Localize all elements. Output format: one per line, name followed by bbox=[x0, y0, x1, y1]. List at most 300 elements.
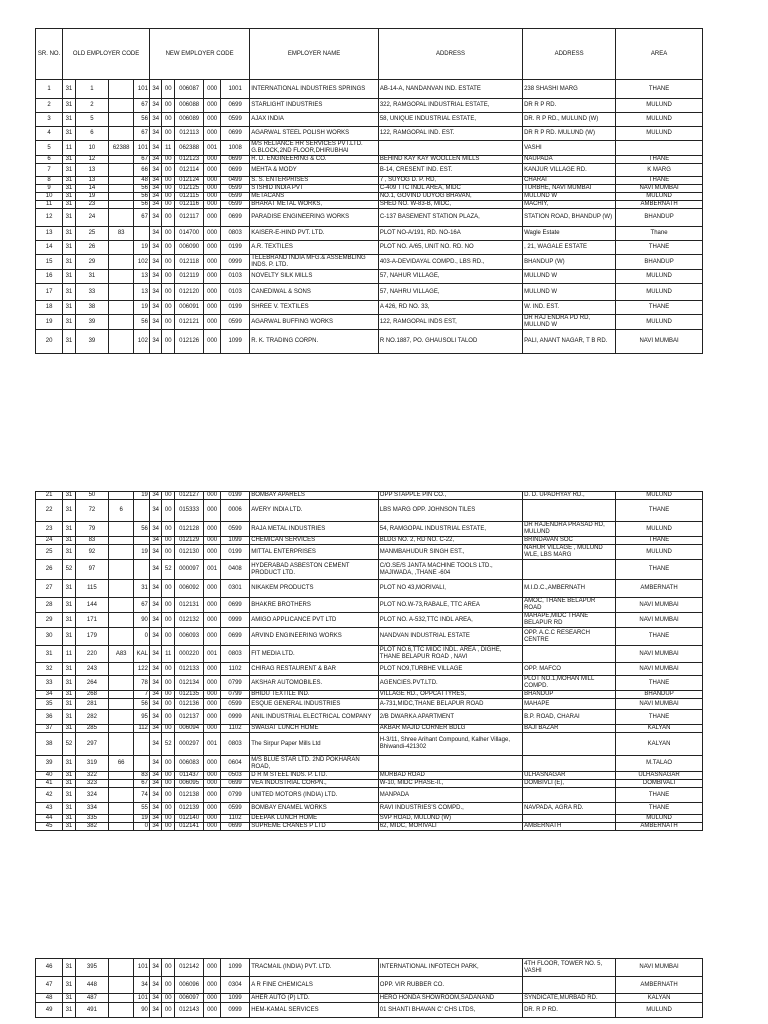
cell-old-group: 13 bbox=[134, 284, 150, 301]
cell-old-code: 1 bbox=[75, 80, 108, 99]
cell-employer-name: DEEPAK LUNCH HOME bbox=[250, 815, 379, 823]
cell-sr-no: 32 bbox=[36, 663, 63, 676]
cell-new-category: 0301 bbox=[220, 580, 249, 598]
cell-area: THANE bbox=[616, 676, 703, 691]
cell-address: AB-14-A, NANDANVAN IND. ESTATE bbox=[378, 80, 522, 99]
cell-old-code: 5 bbox=[75, 113, 108, 127]
cell-area: MULUND bbox=[616, 492, 703, 500]
cell-old-prefix: 31 bbox=[63, 185, 76, 193]
table-row bbox=[36, 803, 703, 815]
cell-sr-no: 9 bbox=[36, 185, 63, 193]
cell-employer-name: NIKAKEM PRODUCTS bbox=[250, 580, 379, 598]
cell-new-code: 006093 bbox=[174, 628, 203, 646]
cell-area: THANE bbox=[616, 177, 703, 185]
cell-employer-name: AKSHAR AUTOMOBILES. bbox=[250, 676, 379, 691]
cell-old-group: 19 bbox=[134, 492, 150, 500]
cell-old-extra bbox=[109, 156, 134, 164]
cell-new-suffix: 000 bbox=[204, 725, 221, 733]
cell-new-suffix: 000 bbox=[204, 113, 221, 127]
cell-new-sub: 00 bbox=[162, 710, 175, 725]
header-address-2: ADDRESS bbox=[523, 29, 616, 80]
cell-new-sub: 00 bbox=[162, 156, 175, 164]
cell-sr-no: 48 bbox=[36, 994, 63, 1003]
cell-new-sub: 11 bbox=[162, 646, 175, 663]
cell-new-sub: 00 bbox=[162, 545, 175, 560]
cell-area: NAVI MUMBAI bbox=[616, 959, 703, 977]
cell-new-category: 0999 bbox=[220, 613, 249, 628]
cell-new-sub: 00 bbox=[162, 977, 175, 994]
cell-new-region: 34 bbox=[149, 580, 162, 598]
cell-area: MULUND bbox=[616, 113, 703, 127]
cell-new-category: 0699 bbox=[220, 598, 249, 613]
cell-new-region: 34 bbox=[149, 209, 162, 227]
cell-old-code: 26 bbox=[75, 241, 108, 255]
cell-new-suffix: 000 bbox=[204, 537, 221, 545]
cell-area: NAVI MUMBAI bbox=[616, 699, 703, 710]
cell-new-region: 34 bbox=[149, 613, 162, 628]
cell-area bbox=[616, 141, 703, 156]
cell-old-code: 382 bbox=[75, 823, 108, 831]
table-row bbox=[36, 725, 703, 733]
cell-new-code: 006083 bbox=[174, 756, 203, 772]
cell-new-suffix: 000 bbox=[204, 780, 221, 788]
cell-old-extra bbox=[109, 710, 134, 725]
cell-sr-no: 26 bbox=[36, 560, 63, 580]
cell-sr-no: 34 bbox=[36, 691, 63, 699]
cell-new-code: 062388 bbox=[175, 141, 204, 156]
cell-old-code: 179 bbox=[75, 628, 108, 646]
cell-new-category: 0799 bbox=[220, 691, 249, 699]
cell-old-extra bbox=[109, 815, 134, 823]
cell-employer-name: ESQUE GENERAL INDUSTRIES bbox=[250, 699, 379, 710]
cell-employer-name: NOVELTY SILK MILLS bbox=[250, 270, 379, 284]
cell-address-2: PLOT NO.1,MOHAN MILL COMPD. bbox=[523, 676, 616, 691]
cell-old-prefix: 31 bbox=[63, 994, 76, 1003]
cell-sr-no: 14 bbox=[36, 241, 63, 255]
cell-new-suffix: 000 bbox=[204, 330, 221, 354]
cell-new-code: 012116 bbox=[175, 201, 204, 209]
cell-old-prefix: 31 bbox=[63, 537, 76, 545]
cell-old-prefix: 31 bbox=[63, 500, 76, 522]
cell-address-2: M.I.D.C.,AMBERNATH bbox=[523, 580, 616, 598]
cell-old-code: 324 bbox=[75, 788, 108, 803]
cell-old-code: 491 bbox=[75, 1003, 108, 1018]
cell-address: 58, UNIQUE INDUSTRIAL ESTATE, bbox=[378, 113, 522, 127]
cell-new-code: 014700 bbox=[175, 227, 204, 241]
cell-old-extra bbox=[109, 725, 134, 733]
cell-old-code: 13 bbox=[75, 164, 108, 177]
cell-old-group: 31 bbox=[134, 580, 150, 598]
cell-old-code: 13 bbox=[75, 177, 108, 185]
cell-old-code: 12 bbox=[75, 156, 108, 164]
cell-old-extra bbox=[109, 492, 134, 500]
cell-old-prefix: 31 bbox=[63, 209, 76, 227]
cell-area: THANE bbox=[616, 241, 703, 255]
table-row bbox=[36, 560, 703, 580]
cell-employer-name: CANEDIWAL & SONS bbox=[250, 284, 379, 301]
cell-new-suffix: 001 bbox=[204, 560, 221, 580]
table-row bbox=[36, 113, 703, 127]
cell-sr-no: 31 bbox=[36, 646, 63, 663]
cell-old-code: 264 bbox=[75, 676, 108, 691]
cell-address-2: BHANDUP bbox=[523, 691, 616, 699]
cell-sr-no: 1 bbox=[36, 80, 63, 99]
cell-old-group: 95 bbox=[134, 710, 150, 725]
cell-employer-name: BOMBAY APARELS bbox=[250, 492, 379, 500]
cell-new-category: 0699 bbox=[220, 156, 249, 164]
cell-new-suffix: 000 bbox=[204, 227, 221, 241]
table-row bbox=[36, 598, 703, 613]
cell-old-extra bbox=[109, 522, 134, 537]
cell-new-sub: 00 bbox=[162, 598, 175, 613]
cell-address: 122, RAMGOPAL IND. EST. bbox=[378, 127, 522, 141]
cell-area: MULUND bbox=[616, 315, 703, 330]
cell-old-extra bbox=[109, 780, 134, 788]
cell-sr-no: 38 bbox=[36, 733, 63, 756]
cell-area: THANE bbox=[616, 788, 703, 803]
cell-old-extra bbox=[109, 699, 134, 710]
cell-new-sub: 00 bbox=[162, 201, 175, 209]
cell-sr-no: 21 bbox=[36, 492, 63, 500]
cell-area: DOMBIVALI bbox=[616, 780, 703, 788]
cell-old-code: 29 bbox=[75, 255, 108, 270]
cell-area: MULUND bbox=[616, 1003, 703, 1018]
cell-old-group: 56 bbox=[134, 113, 150, 127]
cell-old-group: 102 bbox=[134, 330, 150, 354]
cell-address-2: DR. R P RD. bbox=[523, 1003, 616, 1018]
cell-new-category: 0599 bbox=[220, 193, 249, 201]
table-row bbox=[36, 270, 703, 284]
cell-employer-name: BHARAT METAL WORKS, bbox=[250, 201, 379, 209]
cell-new-suffix: 000 bbox=[204, 676, 221, 691]
cell-address-2: NAHUR VILLAGE , MULUND WLE, LBS MARG bbox=[523, 545, 616, 560]
cell-old-prefix: 31 bbox=[63, 330, 76, 354]
cell-old-code: 39 bbox=[75, 315, 108, 330]
table-row bbox=[36, 185, 703, 193]
cell-employer-name: INTERNATIONAL INDUSTRIES SPRINGS bbox=[250, 80, 379, 99]
cell-old-code: 268 bbox=[75, 691, 108, 699]
cell-old-code: 281 bbox=[75, 699, 108, 710]
cell-sr-no: 25 bbox=[36, 545, 63, 560]
table-row bbox=[36, 209, 703, 227]
cell-old-group: 19 bbox=[134, 545, 150, 560]
cell-old-prefix: 31 bbox=[63, 301, 76, 315]
cell-old-extra: 62388 bbox=[109, 141, 134, 156]
cell-new-region: 34 bbox=[149, 676, 162, 691]
cell-address-2: NAVPADA, AGRA RD. bbox=[523, 803, 616, 815]
cell-new-region: 34 bbox=[149, 780, 162, 788]
cell-address: AGENCIES.PVT.LTD. bbox=[378, 676, 522, 691]
cell-old-prefix: 31 bbox=[63, 255, 76, 270]
cell-sr-no: 33 bbox=[36, 676, 63, 691]
cell-employer-name: SWAGAT LUNCH HOME bbox=[250, 725, 379, 733]
cell-employer-name: M/S BLUE STAR LTD. 2ND POKHARAN ROAD, bbox=[250, 756, 379, 772]
cell-new-sub: 52 bbox=[162, 560, 175, 580]
cell-area: KALYAN bbox=[616, 725, 703, 733]
cell-old-group: 78 bbox=[134, 676, 150, 691]
cell-new-suffix: 000 bbox=[204, 177, 221, 185]
cell-sr-no: 12 bbox=[36, 209, 63, 227]
cell-old-code: 115 bbox=[75, 580, 108, 598]
cell-old-prefix: 31 bbox=[63, 315, 76, 330]
cell-area: Thane bbox=[616, 227, 703, 241]
cell-address: H-3/11, Shree Arihant Compound, Kalher Village, Bhiwandi-421302 bbox=[378, 733, 522, 756]
cell-new-sub: 00 bbox=[162, 803, 175, 815]
cell-area: KALYAN bbox=[616, 733, 703, 756]
cell-new-code: 006092 bbox=[174, 580, 203, 598]
cell-new-code: 006097 bbox=[174, 994, 203, 1003]
cell-new-code: 012123 bbox=[175, 156, 204, 164]
cell-old-prefix: 31 bbox=[63, 710, 76, 725]
cell-old-group: 67 bbox=[134, 127, 150, 141]
cell-new-region: 34 bbox=[149, 227, 162, 241]
cell-employer-name: PARADISE ENGINEERING WORKS bbox=[250, 209, 379, 227]
cell-new-sub: 00 bbox=[162, 113, 175, 127]
cell-new-category: 1102 bbox=[220, 815, 249, 823]
table-header-row bbox=[36, 29, 703, 80]
table-row bbox=[36, 580, 703, 598]
cell-new-suffix: 000 bbox=[204, 164, 221, 177]
cell-employer-name: HYDERABAD ASBESTON CEMENT PRODUCT LTD. bbox=[250, 560, 379, 580]
cell-old-extra bbox=[109, 177, 134, 185]
cell-new-sub: 52 bbox=[162, 733, 175, 756]
cell-new-suffix: 000 bbox=[204, 284, 221, 301]
cell-address-2 bbox=[523, 788, 616, 803]
cell-address: MANPADA bbox=[378, 788, 522, 803]
cell-address-2: Wagle Estate bbox=[523, 227, 616, 241]
cell-new-code: 006087 bbox=[175, 80, 204, 99]
cell-old-code: 2 bbox=[75, 99, 108, 113]
cell-new-region: 34 bbox=[149, 522, 162, 537]
cell-old-group: 83 bbox=[134, 772, 150, 780]
cell-address-2 bbox=[523, 500, 616, 522]
cell-new-region: 34 bbox=[149, 691, 162, 699]
cell-new-suffix: 000 bbox=[204, 156, 221, 164]
cell-new-code: 006089 bbox=[175, 113, 204, 127]
cell-old-group: 101 bbox=[134, 141, 150, 156]
table-row bbox=[36, 756, 703, 772]
cell-employer-name: ARVIND ENGINEERING WORKS bbox=[250, 628, 379, 646]
table-row bbox=[36, 500, 703, 522]
cell-old-extra bbox=[109, 99, 134, 113]
cell-new-region: 34 bbox=[149, 788, 162, 803]
cell-new-category: 0103 bbox=[220, 284, 249, 301]
cell-new-code: 012120 bbox=[175, 284, 204, 301]
cell-area: THANE bbox=[616, 537, 703, 545]
cell-old-extra: 83 bbox=[109, 227, 134, 241]
cell-address: RAVI INDUSTRIES'S COMPD., bbox=[378, 803, 522, 815]
cell-new-region: 34 bbox=[149, 545, 162, 560]
cell-old-extra bbox=[109, 284, 134, 301]
cell-old-code: 448 bbox=[75, 977, 108, 994]
cell-address-2: SYNDICATE,MURBAD RD. bbox=[523, 994, 616, 1003]
cell-old-code: 97 bbox=[75, 560, 108, 580]
cell-new-region: 34 bbox=[149, 113, 162, 127]
cell-new-code: 012137 bbox=[174, 710, 203, 725]
table-row bbox=[36, 772, 703, 780]
table-row bbox=[36, 1003, 703, 1018]
table-row bbox=[36, 545, 703, 560]
table-row bbox=[36, 99, 703, 113]
cell-new-category: 0699 bbox=[220, 780, 249, 788]
cell-address: VILLAGE RD., OPPCATTYRES, bbox=[378, 691, 522, 699]
cell-new-code: 012133 bbox=[174, 663, 203, 676]
cell-new-code: 012119 bbox=[175, 270, 204, 284]
cell-old-extra bbox=[109, 80, 134, 99]
cell-new-code: 012125 bbox=[175, 185, 204, 193]
cell-employer-name: The Sirpur Paper Mills Ltd bbox=[250, 733, 379, 756]
cell-old-prefix: 31 bbox=[63, 780, 76, 788]
cell-old-prefix: 31 bbox=[63, 113, 76, 127]
cell-address: PLOT NO. A/65, UNIT NO. RD. NO bbox=[378, 241, 522, 255]
table-row bbox=[36, 177, 703, 185]
cell-new-suffix: 000 bbox=[204, 803, 221, 815]
cell-old-group: 55 bbox=[134, 803, 150, 815]
cell-new-category: 0199 bbox=[220, 241, 249, 255]
cell-new-region: 34 bbox=[149, 241, 162, 255]
cell-new-code: 012134 bbox=[174, 676, 203, 691]
cell-new-sub: 00 bbox=[162, 177, 175, 185]
cell-address bbox=[378, 141, 522, 156]
table-row bbox=[36, 691, 703, 699]
cell-old-extra bbox=[109, 241, 134, 255]
cell-old-group: 67 bbox=[134, 598, 150, 613]
cell-sr-no: 7 bbox=[36, 164, 63, 177]
cell-old-extra bbox=[109, 301, 134, 315]
cell-address-2: BAJI BAZAR bbox=[523, 725, 616, 733]
cell-sr-no: 4 bbox=[36, 127, 63, 141]
cell-employer-name: R. K. TRADING CORPN. bbox=[250, 330, 379, 354]
cell-old-extra: 6 bbox=[109, 500, 134, 522]
cell-area: NAVI MUMBAI bbox=[616, 646, 703, 663]
cell-address-2: MULUND W bbox=[523, 193, 616, 201]
cell-new-category: 0599 bbox=[220, 803, 249, 815]
cell-old-extra bbox=[109, 113, 134, 127]
cell-employer-name: S. S. ENTERPRISES bbox=[250, 177, 379, 185]
cell-sr-no: 49 bbox=[36, 1003, 63, 1018]
cell-address: C/O.SE/S JANTA MACHINE TOOLS LTD., MAJIWADA, ,THANE -604 bbox=[378, 560, 522, 580]
cell-address: MURBAD ROAD bbox=[378, 772, 522, 780]
header-area: AREA bbox=[616, 29, 703, 80]
cell-area: THANE bbox=[616, 710, 703, 725]
cell-old-code: 395 bbox=[75, 959, 108, 977]
cell-address-2: D. D. UPADHYAY RD., bbox=[523, 492, 616, 500]
cell-old-extra: A83 bbox=[109, 646, 134, 663]
cell-old-code: 319 bbox=[75, 756, 108, 772]
cell-employer-name: ANIL INDUSTRIAL ELECTRICAL COMPANY bbox=[250, 710, 379, 725]
cell-employer-name: UNITED MOTORS (INDIA) LTD. bbox=[250, 788, 379, 803]
cell-new-category: 0803 bbox=[220, 733, 249, 756]
cell-new-sub: 00 bbox=[162, 127, 175, 141]
cell-area: MULUND bbox=[616, 522, 703, 537]
cell-area: THANE bbox=[616, 560, 703, 580]
cell-sr-no: 13 bbox=[36, 227, 63, 241]
cell-old-code: 79 bbox=[75, 522, 108, 537]
cell-old-group: 122 bbox=[134, 663, 150, 676]
cell-new-category: 0999 bbox=[220, 1003, 249, 1018]
cell-sr-no: 43 bbox=[36, 803, 63, 815]
cell-old-code: 31 bbox=[75, 270, 108, 284]
cell-old-prefix: 31 bbox=[63, 164, 76, 177]
cell-old-extra bbox=[109, 676, 134, 691]
cell-address: A 426, RD NO. 33, bbox=[378, 301, 522, 315]
cell-sr-no: 17 bbox=[36, 284, 63, 301]
cell-new-category: 0699 bbox=[220, 628, 249, 646]
cell-address-2: 238 SHASHI MARG bbox=[523, 80, 616, 99]
cell-address-2: W. IND. EST. bbox=[523, 301, 616, 315]
cell-employer-name: AGARWAL BUFFING WORKS bbox=[250, 315, 379, 330]
cell-new-sub: 00 bbox=[162, 193, 175, 201]
cell-employer-name: BHAKRE BROTHERS bbox=[250, 598, 379, 613]
cell-new-suffix: 001 bbox=[204, 733, 221, 756]
cell-old-group: 112 bbox=[134, 725, 150, 733]
cell-new-sub: 00 bbox=[162, 284, 175, 301]
cell-old-prefix: 31 bbox=[63, 99, 76, 113]
cell-address-2: , 21, WAGALE ESTATE bbox=[523, 241, 616, 255]
cell-old-prefix: 11 bbox=[63, 646, 76, 663]
cell-old-group: 90 bbox=[134, 613, 150, 628]
cell-old-group: 66 bbox=[134, 164, 150, 177]
cell-old-group: 13 bbox=[134, 270, 150, 284]
cell-new-code: 000220 bbox=[174, 646, 203, 663]
cell-old-extra bbox=[109, 270, 134, 284]
cell-area: THANE bbox=[616, 80, 703, 99]
cell-old-code: 39 bbox=[75, 330, 108, 354]
cell-address-2: VASHI bbox=[523, 141, 616, 156]
cell-area: THANE bbox=[616, 156, 703, 164]
cell-old-prefix: 31 bbox=[63, 959, 76, 977]
cell-new-code: 012117 bbox=[175, 209, 204, 227]
cell-sr-no: 46 bbox=[36, 959, 63, 977]
cell-new-suffix: 000 bbox=[204, 492, 221, 500]
cell-old-code: 335 bbox=[75, 815, 108, 823]
cell-new-category: 0199 bbox=[220, 301, 249, 315]
cell-new-category: 0699 bbox=[220, 823, 249, 831]
cell-address: AKBAR MAJID CORNER BDLG bbox=[378, 725, 522, 733]
cell-area: NAVI MUMBAI bbox=[616, 185, 703, 193]
cell-new-code: 012138 bbox=[174, 788, 203, 803]
cell-new-region: 34 bbox=[149, 733, 162, 756]
table-row bbox=[36, 788, 703, 803]
cell-new-code: 012115 bbox=[175, 193, 204, 201]
table-row bbox=[36, 815, 703, 823]
cell-old-group: 0 bbox=[134, 823, 150, 831]
cell-new-code: 006095 bbox=[174, 780, 203, 788]
cell-new-category: 0599 bbox=[220, 201, 249, 209]
table-row bbox=[36, 994, 703, 1003]
cell-new-region: 34 bbox=[149, 141, 162, 156]
cell-old-extra bbox=[109, 733, 134, 756]
cell-area: MULUND bbox=[616, 545, 703, 560]
cell-new-region: 34 bbox=[149, 537, 162, 545]
cell-new-region: 34 bbox=[149, 598, 162, 613]
table-row bbox=[36, 977, 703, 994]
cell-address-2: DR. R P RD., MULUND (W) bbox=[523, 113, 616, 127]
cell-area: NAVI MUMBAI bbox=[616, 330, 703, 354]
cell-old-code: 282 bbox=[75, 710, 108, 725]
cell-new-region: 34 bbox=[149, 177, 162, 185]
cell-new-code: 012128 bbox=[174, 522, 203, 537]
cell-sr-no: 45 bbox=[36, 823, 63, 831]
cell-sr-no: 2 bbox=[36, 99, 63, 113]
cell-new-region: 34 bbox=[149, 994, 162, 1003]
cell-new-region: 34 bbox=[149, 1003, 162, 1018]
cell-new-region: 34 bbox=[149, 301, 162, 315]
cell-new-region: 34 bbox=[149, 185, 162, 193]
cell-new-suffix: 000 bbox=[204, 255, 221, 270]
cell-old-prefix: 31 bbox=[63, 756, 76, 772]
cell-address: 01 SHANTI BHAVAN C' CHS LTDS, bbox=[378, 1003, 522, 1018]
